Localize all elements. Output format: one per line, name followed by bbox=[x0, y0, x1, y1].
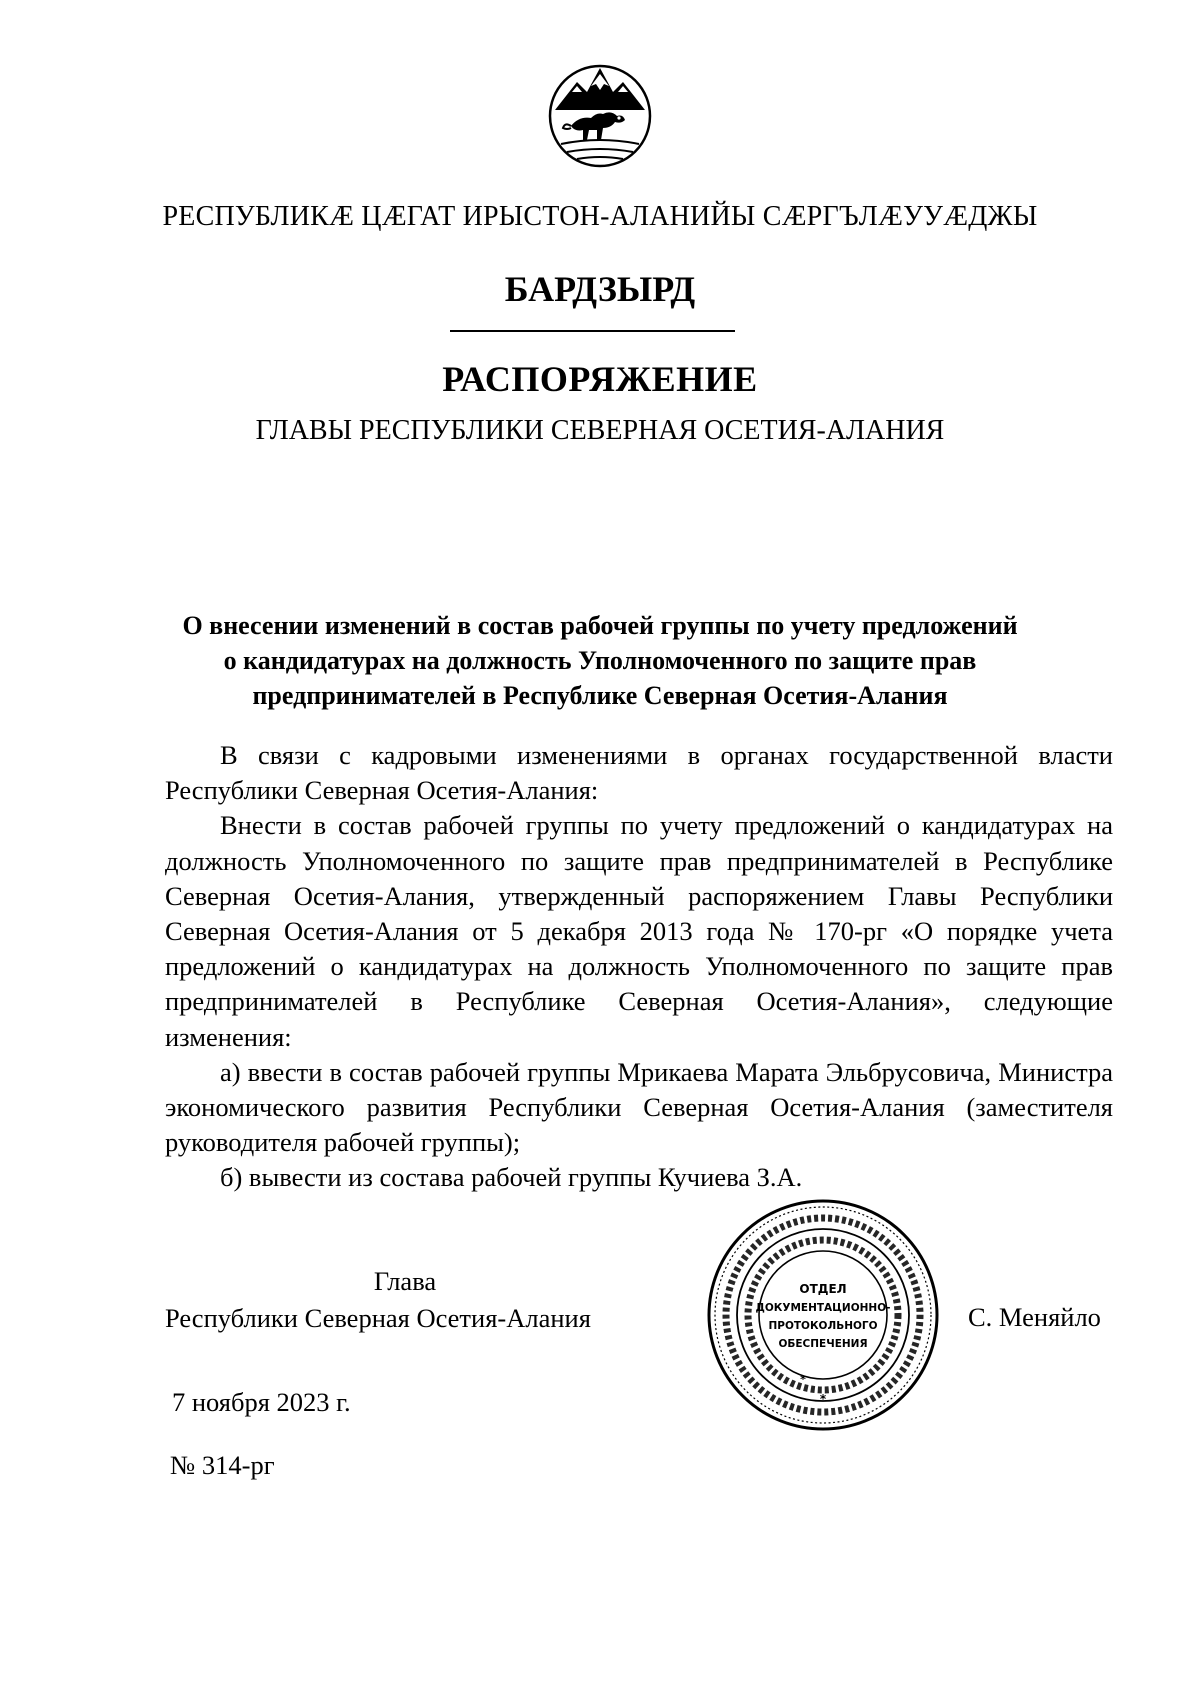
doc-type-ossetian: БАРДЗЫРД bbox=[504, 269, 696, 309]
signatory-position bbox=[165, 1263, 625, 1337]
signer-name: С. Меняйло bbox=[968, 1302, 1101, 1332]
heading-line: О внесении изменений в состав рабочей группы по учету предложений bbox=[182, 611, 1018, 640]
document-date: 7 ноября 2023 г. bbox=[172, 1387, 351, 1417]
official-seal bbox=[703, 1195, 943, 1435]
heading-line: о кандидатурах на должность Уполномоченного по защите прав bbox=[223, 646, 977, 675]
body-paragraph: В связи с кадровыми изменениями в органах государственной власти Республики Северная Осетия-Алания: bbox=[165, 740, 1113, 806]
heading-line: предпринимателей в Республике Северная Осетия-Алания bbox=[252, 681, 948, 710]
position-line: Глава bbox=[373, 1266, 437, 1296]
position-line: Республики Северная Осетия-Алания bbox=[165, 1303, 591, 1333]
svg-text:*: * bbox=[800, 1373, 806, 1386]
title-divider bbox=[450, 330, 735, 332]
body-paragraph: б) вывести из состава рабочей группы Кучиева З.А. bbox=[220, 1162, 803, 1193]
document-number: № 314-рг bbox=[170, 1450, 275, 1480]
body-paragraph: Внести в состав рабочей группы по учету предложений о кандидатурах на должность Уполномоченного по защите прав предпринимателей в Республике Северная Осетия-Алания, утвержденный распоряжением Главы Республики Северная Осетия-Алания от 5 декабря 2013 года № 170-рг «О порядке учета предложений о кандидатурах на должность Уполномоченного по защите прав предпринимателей в Республике Северная Осетия-Алания», следующие изменения: bbox=[165, 810, 1113, 1052]
seal-center-line: ОБЕСПЕЧЕНИЯ bbox=[778, 1338, 868, 1350]
coat-of-arms-emblem bbox=[541, 60, 659, 170]
document-heading bbox=[150, 608, 1050, 713]
body-paragraph: а) ввести в состав рабочей группы Мрикаева Марата Эльбрусовича, Министра экономического развития Республики Северная Осетия-Алания (заместителя руководителя рабочей группы); bbox=[165, 1056, 1113, 1158]
seal-center-line: ДОКУМЕНТАЦИОННО- bbox=[755, 1302, 891, 1314]
svg-text:*: * bbox=[819, 1392, 827, 1406]
authority-ossetian: РЕСПУБЛИКӔ ЦӔГАТ ИРЫСТОН-АЛАНИЙЫ СӔРГЪЛӔУУӔДЖЫ bbox=[162, 201, 1038, 232]
doc-type-russian: РАСПОРЯЖЕНИЕ bbox=[442, 359, 758, 399]
seal-center-line: ОТДЕЛ bbox=[799, 1282, 847, 1296]
authority-russian: ГЛАВЫ РЕСПУБЛИКИ СЕВЕРНАЯ ОСЕТИЯ-АЛАНИЯ bbox=[255, 415, 945, 446]
seal-center-line: ПРОТОКОЛЬНОГО bbox=[768, 1320, 878, 1332]
document-body bbox=[165, 738, 1113, 1196]
